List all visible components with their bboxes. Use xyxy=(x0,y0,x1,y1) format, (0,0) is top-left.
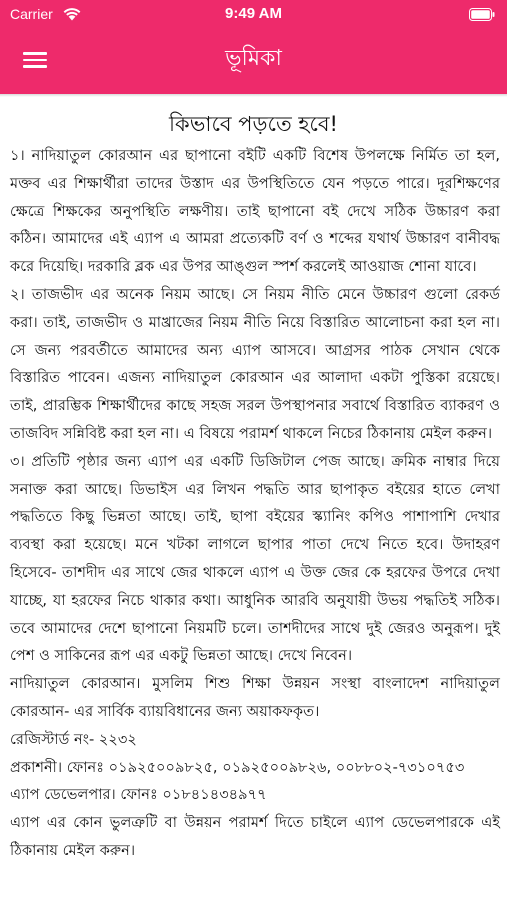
paragraph-organization: নাদিয়াতুল কোরআন। মুসলিম শিশু শিক্ষা উন্নয়ন সংস্থা বাংলাদেশ নাদিয়াতুল কোরআন- এর সার্বিক ব্যায়বিধানের জন্য অয়াকফকৃত। xyxy=(10,675,500,720)
paragraph-publisher-phone: প্রকাশনী। ফোনঃ ০১৯২৫০০৯৮২৫, ০১৯২৫০০৯৮২৬, ০০৮৮০২-৭৩১০৭৫৩ xyxy=(10,758,465,776)
paragraph-feedback: এ্যাপ এর কোন ভুলত্রুটি বা উন্নয়ন পরামর্শ দিতে চাইলে এ্যাপ ডেভেলপারকে এই ঠিকানায় মেইল করুন। xyxy=(10,814,500,859)
paragraph-digital-pages: ৩। প্রতিটি পৃষ্ঠার জন্য এ্যাপ এর একটি ডিজিটাল পেজ আছে। ক্রমিক নাম্বার দিয়ে সনাক্ত করা আছে। ডিভাইস এর লিখন পদ্ধতি আর ছাপাকৃত বইয়ের হাতে লেখা পদ্ধতিতে কিছু ভিন্নতা আছে। তাই, ছাপা বইয়ের স্ক্যানিং কপিও পাশাপাশি দেখার ব্যবস্থা করা হয়েছে। মনে খটকা লাগলে ছাপার পাতা দেখে নিতে হবে। উদাহরণ হিসেবে- তাশদীদ এর সাথে জের থাকলে এ্যাপ এ উক্ত জের কে হরফের উপরে দেখা যাচ্ছে, যা হরফের নিচে থাকার কথা। আধুনিক আরবি অনুযায়ী উভয় পদ্ধতিই সঠিক। তবে আমাদের দেশে ছাপানো নিয়মটি চলে। তাশদীদের সাথে দুই জেরও অনুরূপ। দুই পেশ ও সাকিনের রূপ এর একটু ভিন্নতা আছে। দেখে নিবেন। xyxy=(10,452,500,665)
carrier-label: Carrier xyxy=(10,6,53,22)
document-body xyxy=(10,142,500,865)
content-scroll-area[interactable] xyxy=(0,98,507,900)
header-shadow xyxy=(0,94,507,97)
status-bar xyxy=(0,0,507,28)
battery-icon xyxy=(469,8,495,21)
paragraph-developer-phone: এ্যাপ ডেভেলপার। ফোনঃ ০১৮৪১৪৩৪৯৭৭ xyxy=(10,786,267,804)
document-title: কিভাবে পড়তে হবে! xyxy=(169,112,338,136)
paragraph-tajweed: ২। তাজভীদ এর অনেক নিয়ম আছে। সে নিয়ম নীতি মেনে উচ্চারণ গুলো রেকর্ড করা। তাই, তাজভীদ ও মাখ্রাজের নিয়ম নীতি নিয়ে বিস্তারিত আলোচনা করা হল না। সে জন্য পরবর্তীতে আমাদের অন্য এ্যাপ আসবে। আগ্রসর পাঠক সেখান থেকে বিস্তারিত পাবেন। এজন্য নাদিয়াতুল কোরআন এর আলাদা একটা পুস্তিকা রয়েছে। তাই, প্রারম্ভিক শিক্ষার্থীদের কাছে সহজ সরল উপস্থাপনার সবার্থে বিস্তারিত ব্যাকরণ ও তাজবিদ সন্নিবিষ্ট করা হল না। এ বিষয়ে পরামর্শ থাকলে নিচের ঠিকানায় মেইল করুন। xyxy=(10,285,500,442)
page-title: ভূমিকা xyxy=(225,46,282,71)
paragraph-registration: রেজিস্টার্ড নং- ২২৩২ xyxy=(10,730,137,748)
status-time: 9:49 AM xyxy=(225,5,282,22)
navigation-bar xyxy=(0,28,507,94)
header-bar xyxy=(0,0,507,94)
paragraph-reading-guide: ১। নাদিয়াতুল কোরআন এর ছাপানো বইটি একটি বিশেষ উপলক্ষে নির্মিত তা হল, মক্তব এর শিক্ষার্থীরা তাদের উস্তাদ এর উপস্থিতিতে যেন পড়তে পারে। দূরশিক্ষণের ক্ষেত্রে শিক্ষকের অনুপস্থিতি লক্ষণীয়। তাই ছাপানো বই দেখে সঠিক উচ্চারণ করা কঠিন। আমাদের এই এ্যাপ এ আমরা প্রত্যেকটি বর্ণ ও শব্দের যথার্থ উচ্চারণ বানীবদ্ধ করে দিয়েছি। দরকারি ব্লক এর উপর আঙ্গুল স্পর্শ করলেই আওয়াজ শোনা যাবে। xyxy=(10,147,500,276)
